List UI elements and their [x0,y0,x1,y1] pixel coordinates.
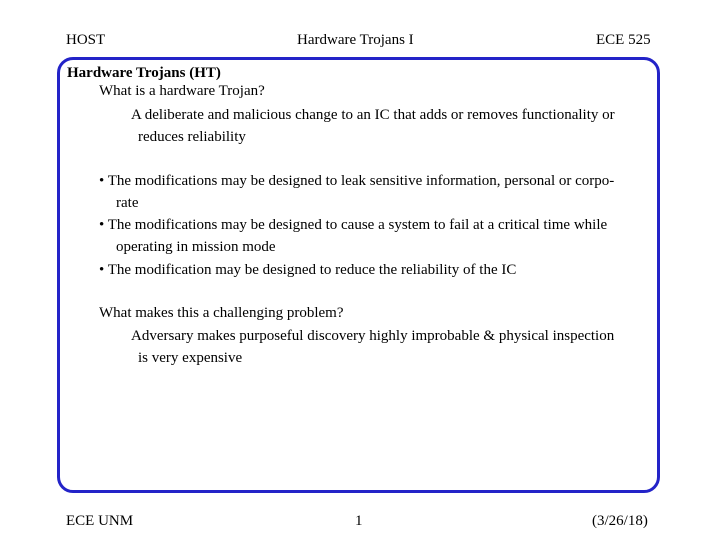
bullet-leak-line1: • The modifications may be designed to leak sensitive information, personal or corpo- [99,173,615,189]
answer-definition-line2: reduces reliability [138,129,246,145]
slide-title: Hardware Trojans (HT) [67,65,221,81]
bullet-reliability-line1: • The modification may be designed to reduce the reliability of the IC [99,262,517,278]
bullet-leak-line2: rate [116,195,139,211]
bullet-fail-line2: operating in mission mode [116,239,276,255]
footer-date: (3/26/18) [592,513,648,529]
page-number: 1 [355,513,363,529]
answer-definition-line1: A deliberate and malicious change to an IC that adds or removes functionality or [131,107,615,123]
header-left: HOST [66,32,106,48]
question-challenging: What makes this a challenging problem? [99,305,344,321]
header-title: Hardware Trojans I [297,32,414,48]
footer-left: ECE UNM [66,513,134,529]
bullet-fail-line1: • The modifications may be designed to cause a system to fail at a critical time while [99,217,608,233]
answer-challenging-line1: Adversary makes purposeful discovery highly improbable & physical inspection [131,328,615,344]
answer-challenging-line2: is very expensive [138,350,243,366]
header-right: ECE 525 [596,32,651,48]
question-what-is: What is a hardware Trojan? [99,83,265,99]
